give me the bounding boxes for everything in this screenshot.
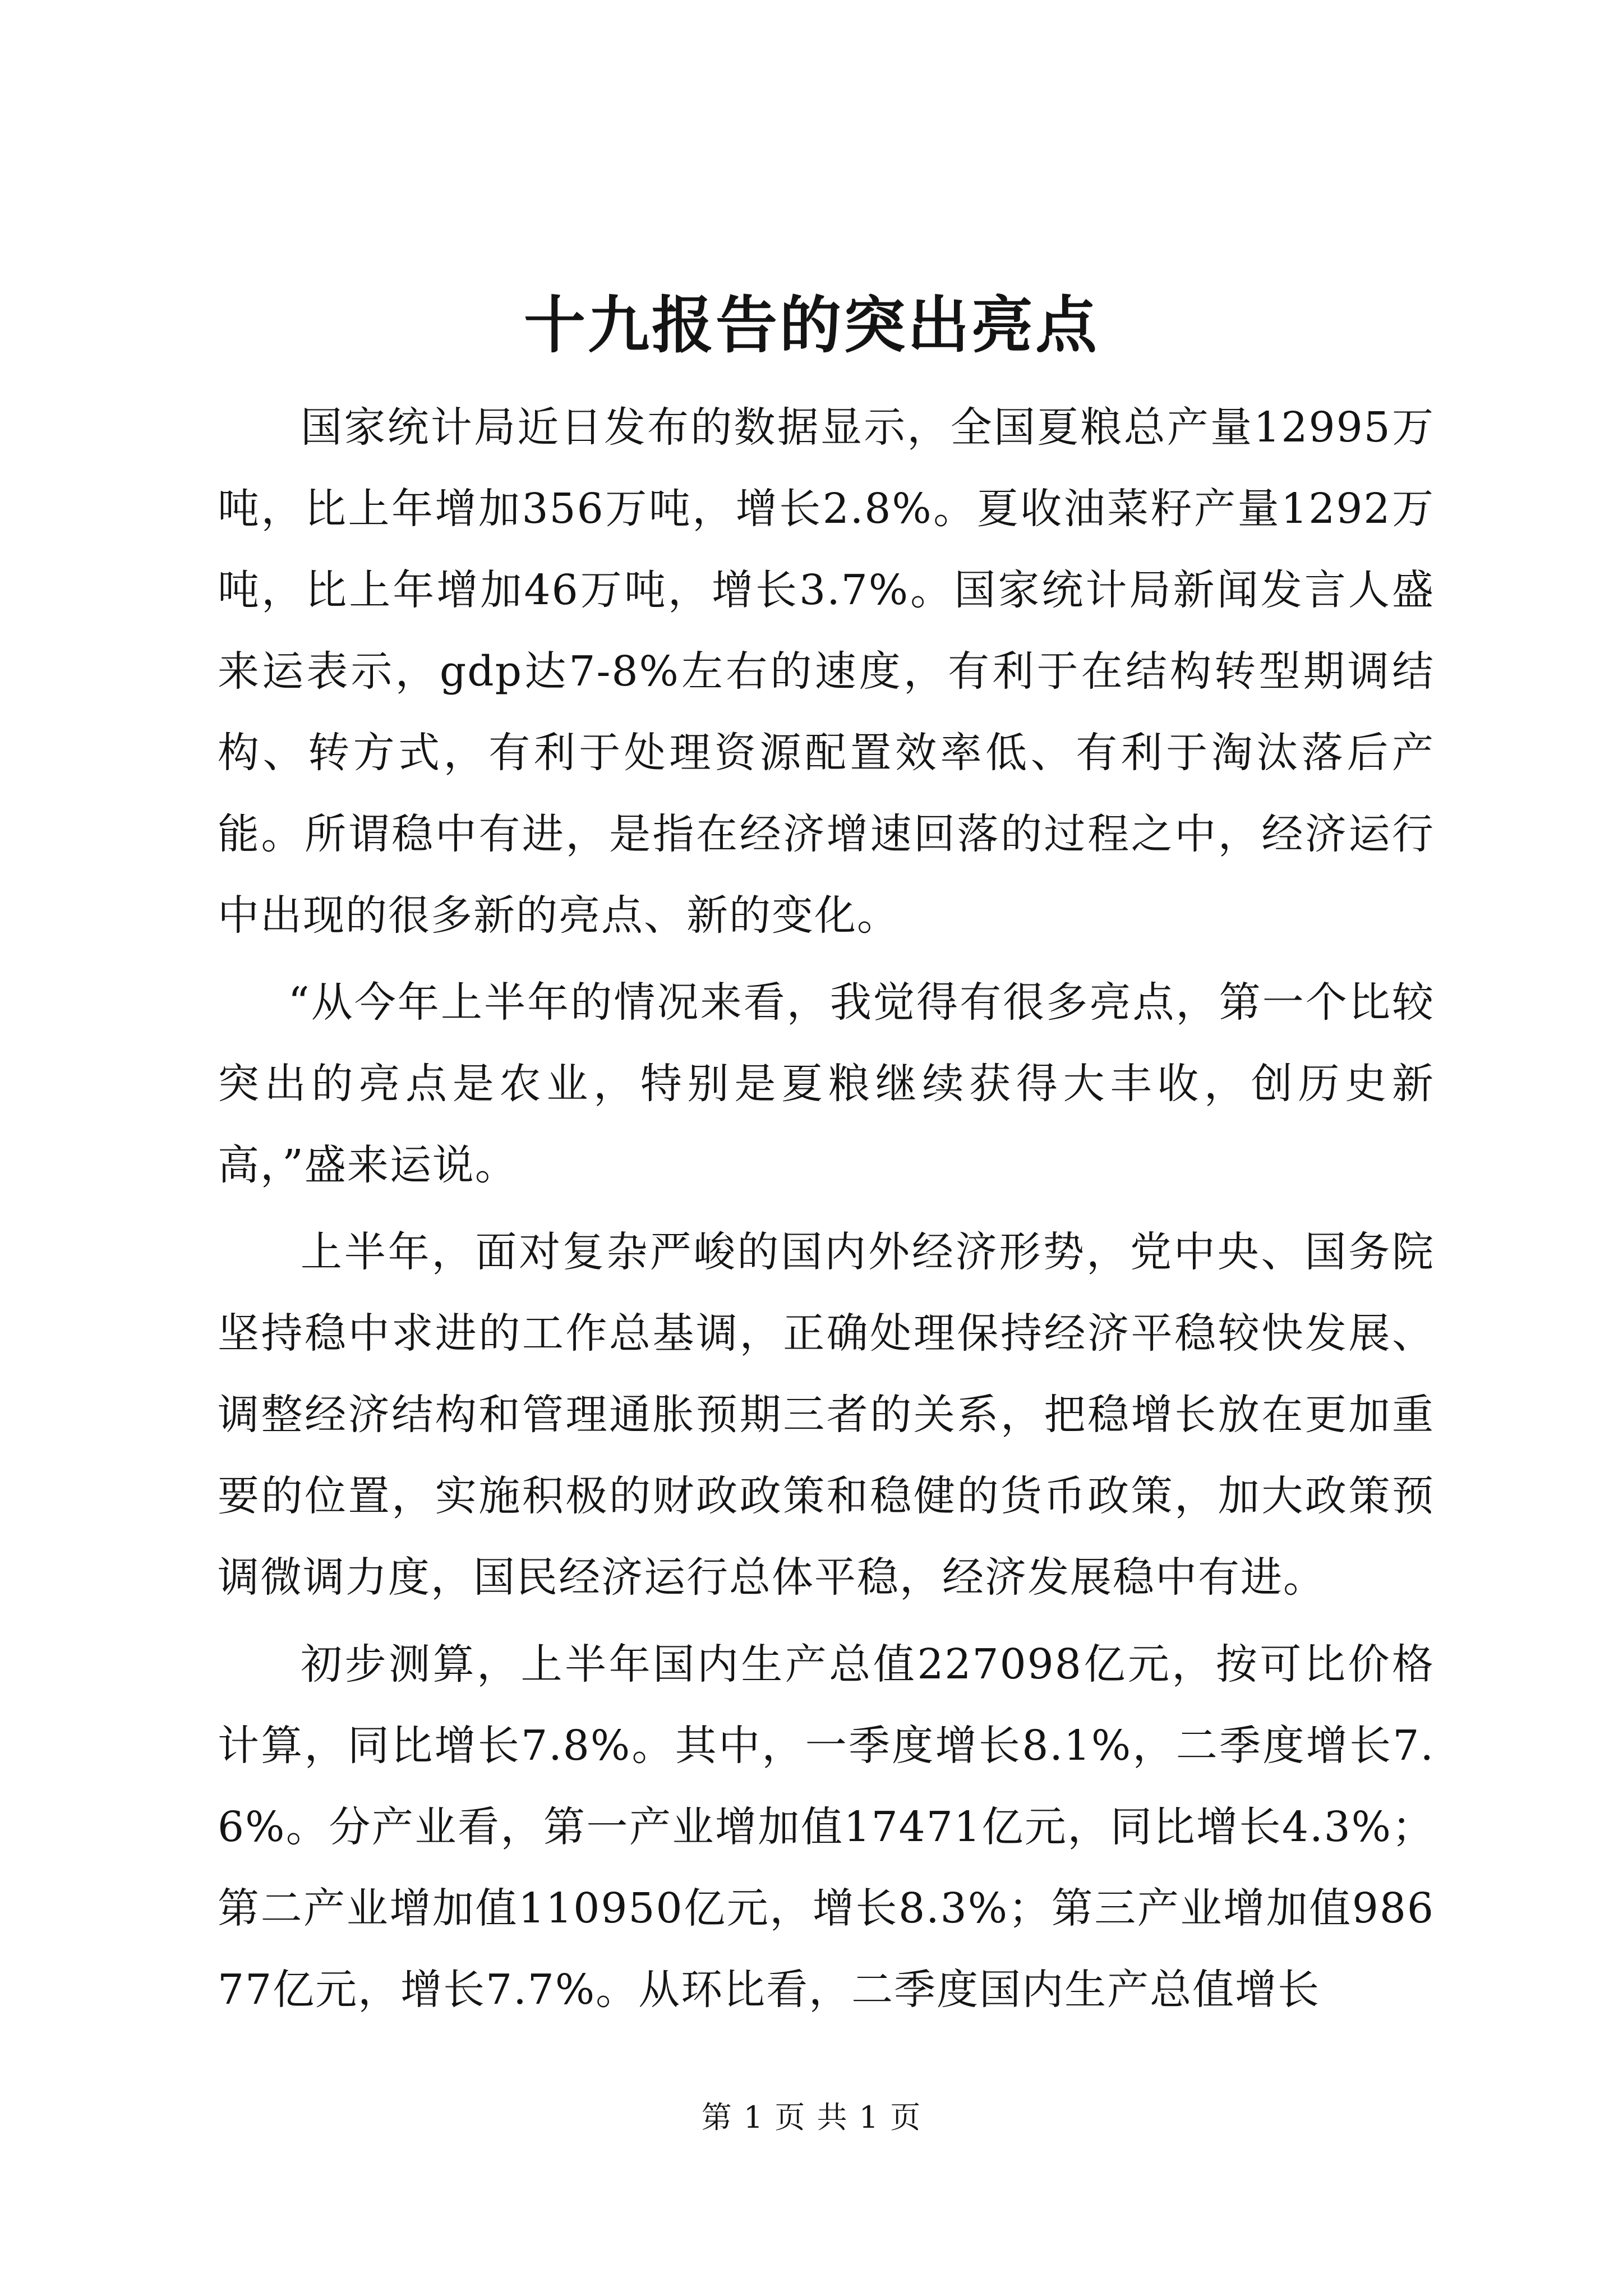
- paragraph-3: 上半年，面对复杂严峻的国内外经济形势，党中央、国务院坚持稳中求进的工作总基调，正确处理保持经济平稳较快发展、调整经济结构和管理通胀预期三者的关系，把稳增长放在更加重要的位置，实施积极的财政政策和稳健的货币政策，加大政策预调微调力度，国民经济运行总体平稳，经济发展稳中有进。: [218, 1228, 1435, 1602]
- document-title: 十九报告的突出亮点: [524, 289, 1099, 361]
- page-number-footer: 第 1 页 共 1 页: [701, 2100, 922, 2135]
- paragraph-4: 初步测算，上半年国内生产总值227098亿元，按可比价格计算，同比增长7.8%。其中，一季度增长8.1%，二季度增长7.6%。分产业看，第一产业增加值17471亿元，同比增长4.3%；第二产业增加值110950亿元，增长8.3%；第三产业增加值98677亿元，增长7.7%。从环比看，二季度国内生产总值增长: [218, 1640, 1435, 2014]
- paragraph-1: 国家统计局近日发布的数据显示，全国夏粮总产量12995万吨，比上年增加356万吨，增长2.8%。夏收油菜籽产量1292万吨，比上年增加46万吨，增长3.7%。国家统计局新闻发言人盛来运表示，gdp达7-8%左右的速度，有利于在结构转型期调结构、转方式，有利于处理资源配置效率低、有利于淘汰落后产能。所谓稳中有进，是指在经济增速回落的过程之中，经济运行中出现的很多新的亮点、新的变化。: [218, 403, 1435, 940]
- paragraph-2-quote: “从今年上半年的情况来看，我觉得有很多亮点，第一个比较突出的亮点是农业，特别是夏粮继续获得大丰收，创历史新高，”盛来运说。: [218, 978, 1435, 1189]
- document-body: [218, 387, 1435, 2036]
